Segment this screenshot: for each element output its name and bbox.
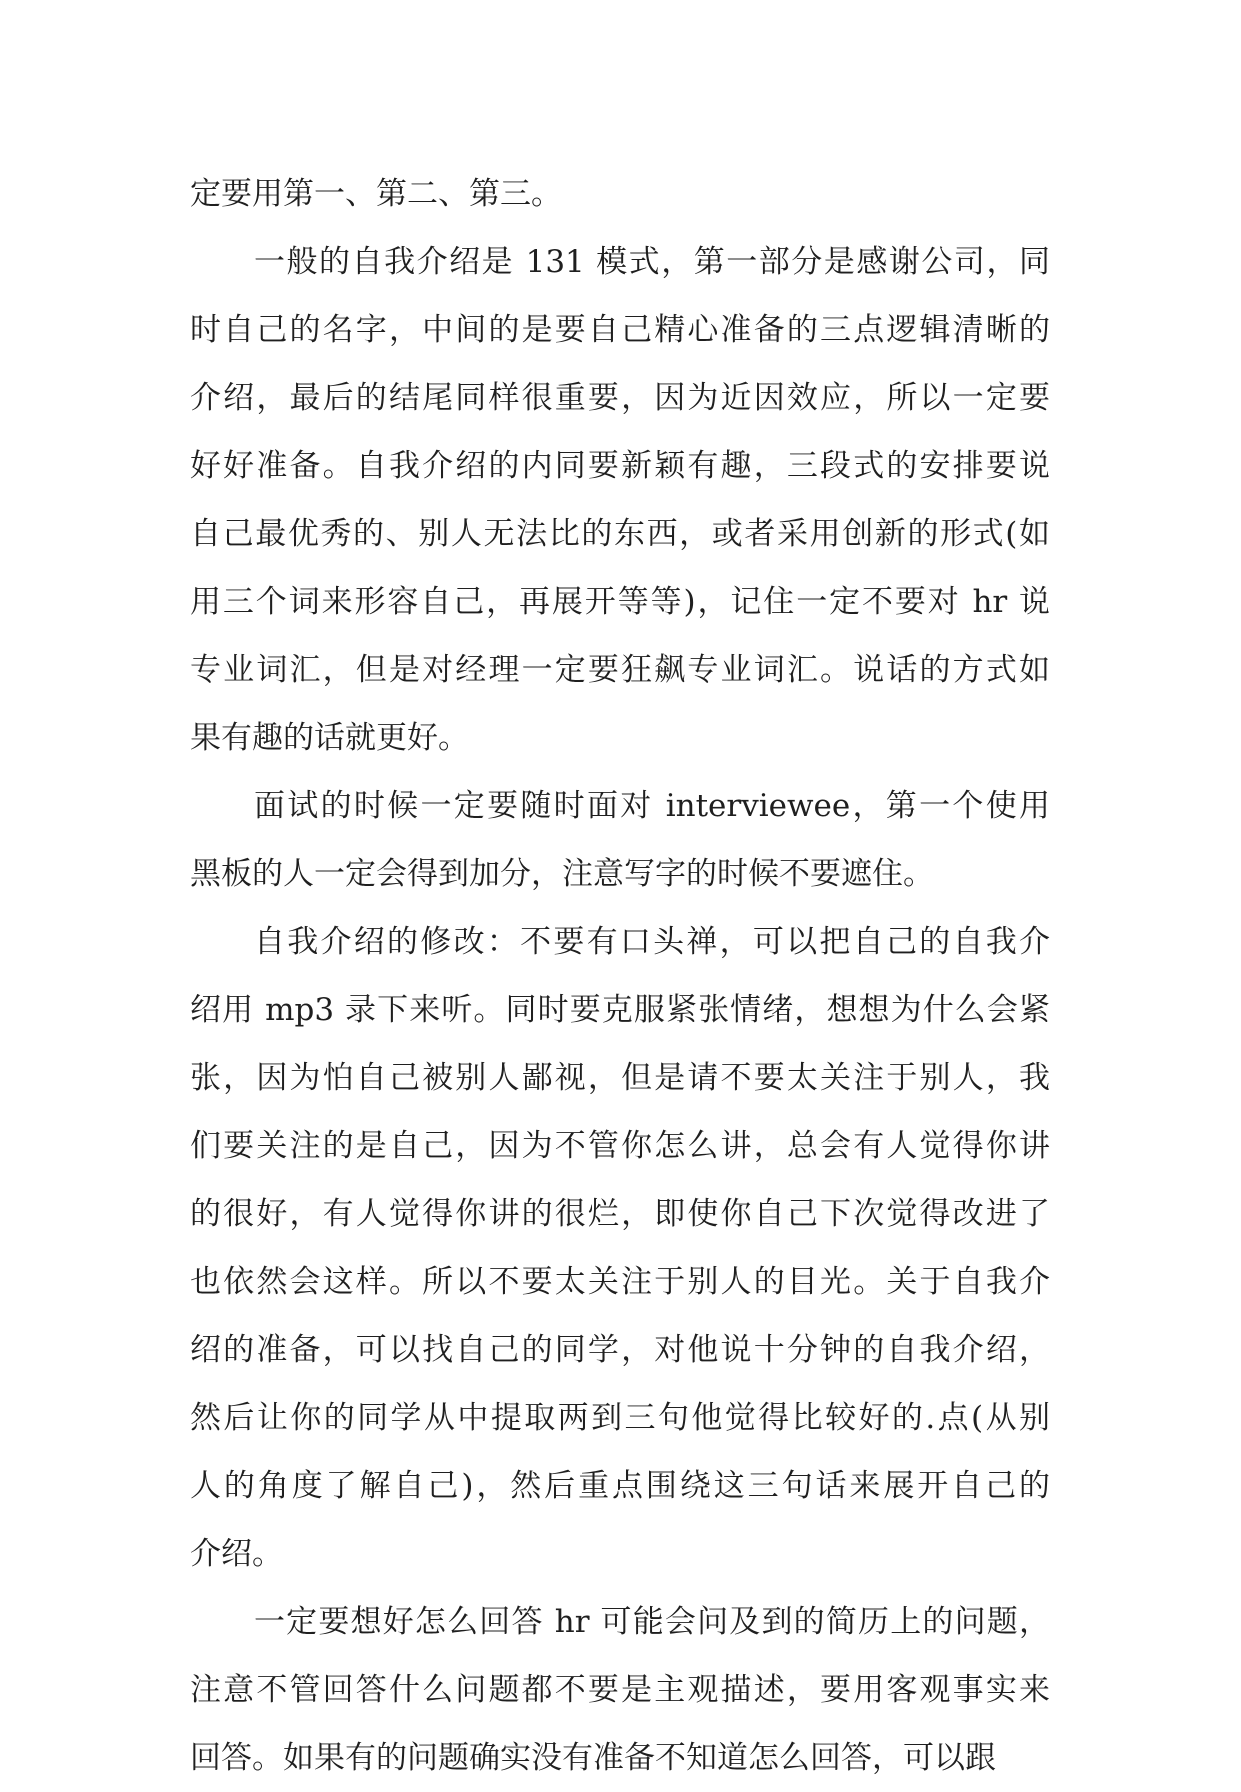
paragraph bbox=[190, 772, 1050, 908]
text-line: 好好准备。自我介绍的内同要新颖有趣，三段式的安排要说 bbox=[190, 448, 1050, 484]
text-line: 一般的自我介绍是 131 模式，第一部分是感谢公司，同 bbox=[254, 244, 1050, 280]
text-line: 也依然会这样。所以不要太关注于别人的目光。关于自我介 bbox=[190, 1264, 1050, 1300]
text-line: 专业词汇，但是对经理一定要狂飙专业词汇。说话的方式如 bbox=[190, 652, 1050, 688]
text-line: 用三个词来形容自己，再展开等等)，记住一定不要对 hr 说 bbox=[190, 584, 1050, 620]
text-line: 回答。如果有的问题确实没有准备不知道怎么回答，可以跟 bbox=[190, 1740, 996, 1776]
text-line: 自我介绍的修改：不要有口头禅，可以把自己的自我介 bbox=[254, 924, 1050, 960]
document-body bbox=[190, 160, 1050, 1792]
text-line: 的很好，有人觉得你讲的很烂，即使你自己下次觉得改进了 bbox=[190, 1196, 1050, 1232]
paragraph bbox=[190, 908, 1050, 1588]
paragraph bbox=[190, 1588, 1050, 1792]
text-line: 面试的时候一定要随时面对 interviewee，第一个使用 bbox=[254, 788, 1050, 824]
text-line: 介绍。 bbox=[190, 1536, 283, 1572]
text-line: 时自己的名字，中间的是要自己精心准备的三点逻辑清晰的 bbox=[190, 312, 1050, 348]
paragraph bbox=[190, 160, 1050, 228]
text-line: 绍的准备，可以找自己的同学，对他说十分钟的自我介绍， bbox=[190, 1332, 1050, 1368]
paragraph bbox=[190, 228, 1050, 772]
text-line: 们要关注的是自己，因为不管你怎么讲，总会有人觉得你讲 bbox=[190, 1128, 1050, 1164]
text-line: 注意不管回答什么问题都不要是主观描述，要用客观事实来 bbox=[190, 1672, 1050, 1708]
text-line: 绍用 mp3 录下来听。同时要克服紧张情绪，想想为什么会紧 bbox=[190, 992, 1050, 1028]
text-line: 果有趣的话就更好。 bbox=[190, 720, 469, 756]
text-line: 黑板的人一定会得到加分，注意写字的时候不要遮住。 bbox=[190, 856, 934, 892]
text-line: 张，因为怕自己被别人鄙视，但是请不要太关注于别人，我 bbox=[190, 1060, 1050, 1096]
text-line: 然后让你的同学从中提取两到三句他觉得比较好的.点(从别 bbox=[190, 1400, 1050, 1436]
text-line: 人的角度了解自己)，然后重点围绕这三句话来展开自己的 bbox=[190, 1468, 1050, 1504]
text-line: 定要用第一、第二、第三。 bbox=[190, 176, 562, 212]
text-line: 一定要想好怎么回答 hr 可能会问及到的简历上的问题， bbox=[254, 1604, 1050, 1640]
text-line: 介绍，最后的结尾同样很重要，因为近因效应，所以一定要 bbox=[190, 380, 1050, 416]
text-line: 自己最优秀的、别人无法比的东西，或者采用创新的形式(如 bbox=[190, 516, 1050, 552]
